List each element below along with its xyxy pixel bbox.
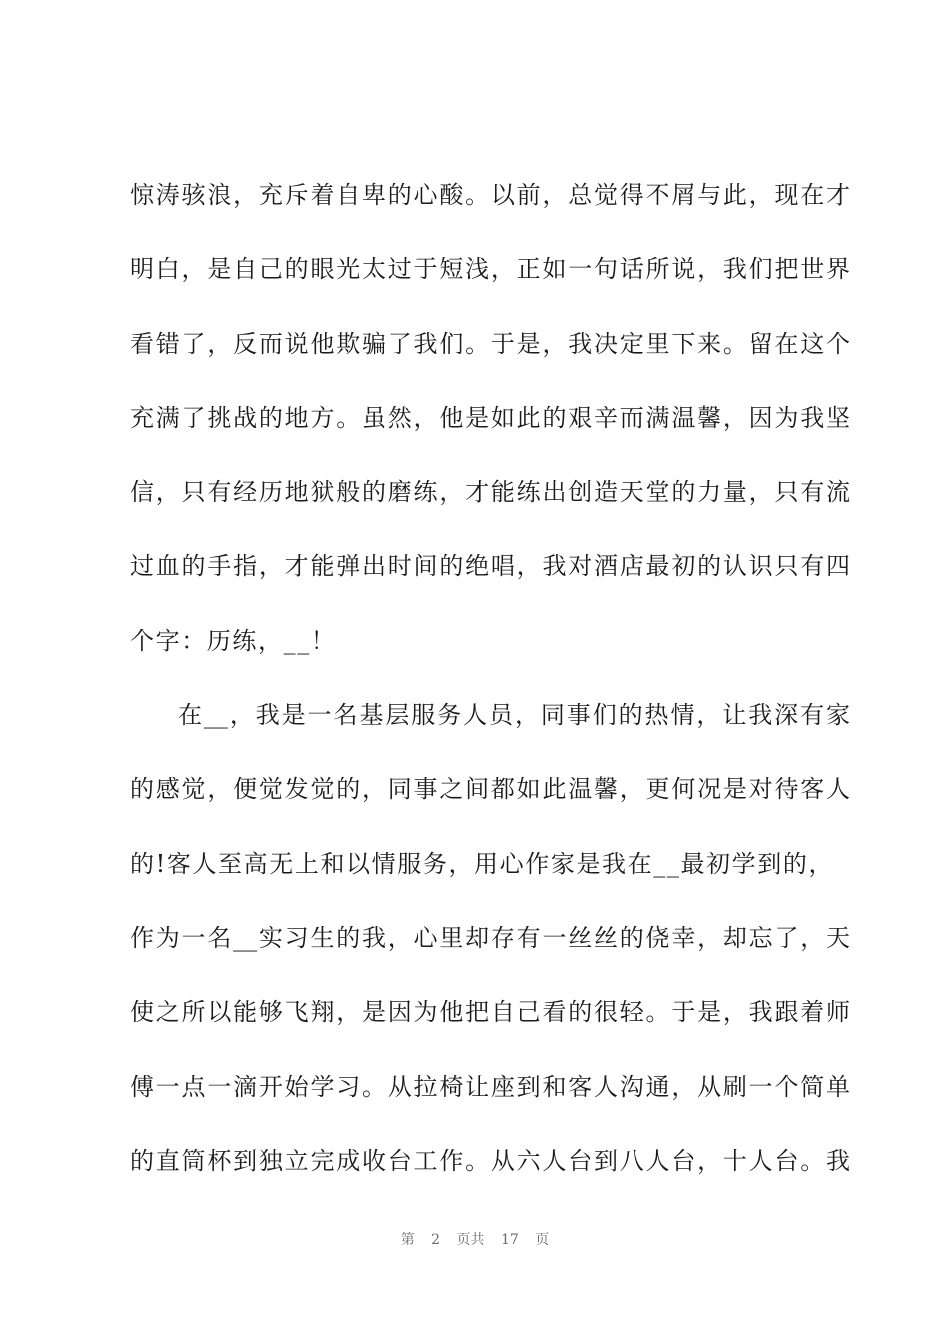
text-line: 作为一名__实习生的我，心里却存有一丝丝的侥幸，却忘了，天 (130, 923, 850, 952)
text-line: 看错了，反而说他欺骗了我们。于是，我决定里下来。留在这个 (130, 329, 850, 358)
footer-label: 第 (400, 1232, 415, 1248)
text-line: 个字：历练，__！ (130, 626, 337, 655)
footer-label: 页 (535, 1232, 550, 1248)
text-line: 傅一点一滴开始学习。从拉椅让座到和客人沟通，从刷一个简单 (130, 1072, 850, 1101)
text-line: 的感觉，便觉发觉的，同事之间都如此温馨，更何况是对待客人 (130, 775, 850, 804)
body-text (130, 175, 850, 1215)
text-line: 惊涛骇浪，充斥着自卑的心酸。以前，总觉得不屑与此，现在才 (130, 181, 850, 209)
page-number: 2 (431, 1232, 441, 1248)
text-line: 在__，我是一名基层服务人员，同事们的热情，让我深有家 (178, 701, 850, 730)
page-total: 17 (501, 1232, 519, 1248)
text-line: 使之所以能够飞翔，是因为他把自己看的很轻。于是，我跟着师 (130, 998, 850, 1027)
text-line: 过血的手指，才能弹出时间的绝唱，我对酒店最初的认识只有四 (130, 552, 850, 581)
footer-label: 页共 (456, 1232, 485, 1248)
text-line: 的!客人至高无上和以情服务，用心作家是我在__最初学到的， (130, 849, 835, 878)
page-footer (0, 1229, 950, 1249)
text-line: 充满了挑战的地方。虽然，他是如此的艰辛而满温馨，因为我坚 (130, 403, 850, 432)
text-line: 的直筒杯到独立完成收台工作。从六人台到八人台，十人台。我 (130, 1146, 850, 1175)
text-line: 明白，是自己的眼光太过于短浅，正如一句话所说，我们把世界 (130, 255, 850, 284)
text-line: 信，只有经历地狱般的磨练，才能练出创造天堂的力量，只有流 (130, 478, 850, 507)
